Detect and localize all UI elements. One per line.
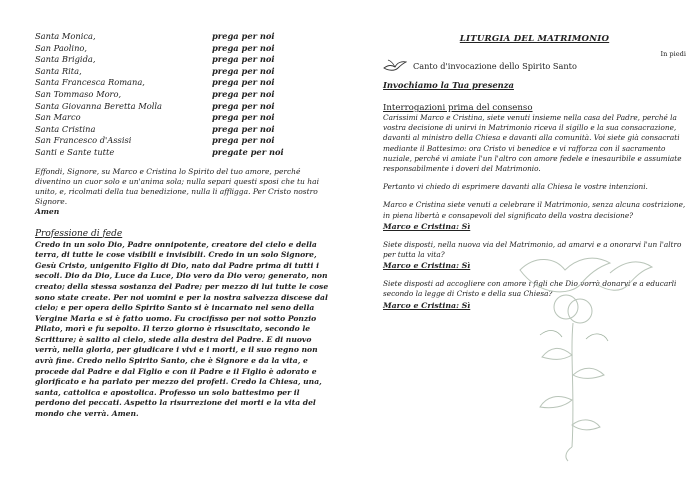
doves-rings-ornament <box>480 215 670 465</box>
litany-invocation: Santi e Sante tutte <box>35 146 115 157</box>
answer-3: Marco e Cristina: Sì <box>383 300 471 310</box>
litany-response: prega per noi <box>212 88 275 99</box>
canto-line <box>383 59 686 73</box>
answer-2: Marco e Cristina: Sì <box>383 261 471 271</box>
litany-row <box>35 43 330 55</box>
litany-invocation: San Francesco d'Assisi <box>35 135 132 146</box>
litany-row <box>35 54 330 66</box>
litany-response: prega per noi <box>212 65 275 76</box>
credo-text: Credo in un solo Dio, Padre onnipotente, creatore del cielo e della terra, di tutte le cose visibili e invisibili. Credo in un solo Signore, Gesù Cristo, unigenito Figlio di Dio, nato dal Padre prima di tutti i secoli. Dio da Dio, Luce da Luce, Dio vero da Dio vero; generato, non creato; della stessa sostanza del Padre; per mezzo di lui tutte le cose sono state create. Per noi uomini e per la nostra salvezza discese dal cielo; e per opera dello Spirito Santo si è incarnato nel seno della Vergine Maria e si è fatto uomo. Fu crocifisso per noi sotto Ponzio Pilato, morì e fu sepolto. Il terzo giorno è risuscitato, secondo le Scritture; è salito al cielo, siede alla destra del Padre. E di nuovo verrà, nella gloria, per giudicare i vivi e i morti, e il suo regno non avrà fine. Credo nello Spirito Santo, che è Signore e da la vita, e procede dal Padre e dal Figlio e con il Padre e il Figlio è adorato e glorificato e ha parlato per mezzo dei profeti. Credo la Chiesa, una, santa, cattolica e apostolica. Professo un solo battesimo per il perdono dei peccati. Aspetto la risurrezione dei morti e la vita del mondo che verrà. Amen. <box>35 239 329 419</box>
litany-response: prega per noi <box>212 135 275 146</box>
litany-row <box>35 101 330 113</box>
canto-label: Canto d'invocazione dello Spirito Santo <box>413 61 577 71</box>
litany-response: prega per noi <box>212 42 275 53</box>
answer-1: Marco e Cristina: Sì <box>383 221 471 231</box>
litany-row <box>35 135 330 147</box>
section-title: Interrogazioni prima del consenso <box>383 103 533 113</box>
litany-invocation: Santa Rita, <box>35 65 82 76</box>
litany-invocation: Santa Brigida, <box>35 54 96 65</box>
question-1: Marco e Cristina siete venuti a celebrare il Matrimonio, senza alcuna costrizione, in piena libertà e consapevoli del significato della vostra decisione? <box>383 200 686 220</box>
litany-invocation: Santa Giovanna Beretta Molla <box>35 100 162 111</box>
litany-response: prega per noi <box>212 54 275 65</box>
litany-row <box>35 124 330 136</box>
litany-response: prega per noi <box>212 31 275 41</box>
litany-invocation: Santa Francesca Romana, <box>35 77 145 88</box>
litany-row <box>35 89 330 101</box>
litany-response: prega per noi <box>212 77 275 88</box>
question-3: Siete disposti ad accogliere con amore i figli che Dio vorrà donarvi e a educarli secondo la legge di Cristo e della sua Chiesa? <box>383 279 677 299</box>
litany-response: pregate per noi <box>212 146 284 157</box>
litany-row <box>35 112 330 124</box>
litany-row <box>35 31 330 43</box>
litany <box>35 31 330 159</box>
amen: Amen <box>35 206 60 216</box>
invocation-title: Invochiamo la Tua presenza <box>383 80 514 90</box>
litany-invocation: Santa Monica, <box>35 31 96 41</box>
litany-response: prega per noi <box>212 100 275 111</box>
closing-prayer: Effondi, Signore, su Marco e Cristina lo Spirito del tuo amore, perché diventino un cuor solo e un'anima sola; nulla separi questi sposi che tu hai unito, e, ricolmati della tua benedizione, nulla li affligga. Per Cristo nostro Signore. <box>35 166 319 206</box>
litany-response: prega per noi <box>212 123 275 134</box>
page-title: LITURGIA DEL MATRIMONIO <box>459 34 610 44</box>
litany-invocation: San Paolino, <box>35 42 88 53</box>
dove-icon <box>383 59 407 73</box>
litany-response: prega per noi <box>212 112 275 123</box>
litany-invocation: San Marco <box>35 112 81 123</box>
rubric-standing: In piedi <box>660 50 686 58</box>
credo-title: Professione di fede <box>35 228 123 239</box>
intro-paragraph: Carissimi Marco e Cristina, siete venuti insieme nella casa del Padre, perché la vostra decisione di unirvi in Matrimonio riceva il sigillo e la sua consacrazione, davanti al ministro della Chiesa e davanti alla comunità. Voi siete già consacrati mediante il Battesimo: ora Cristo vi benedice e vi rafforza con il sacramento nuziale, perché vi amiate l'un l'altro con amore fedele e inesauribile e assumiate responsabilmente i doveri del Matrimonio. <box>383 113 682 174</box>
litany-invocation: San Tommaso Moro, <box>35 88 122 99</box>
request-paragraph: Pertanto vi chiedo di esprimere davanti alla Chiesa le vostre intenzioni. <box>383 182 648 192</box>
litany-row <box>35 147 330 159</box>
question-2: Siete disposti, nella nuova via del Matrimonio, ad amarvi e a onorarvi l'un l'altro per tutta la vita? <box>383 239 682 260</box>
litany-row <box>35 77 330 89</box>
litany-row <box>35 66 330 78</box>
litany-invocation: Santa Cristina <box>35 123 96 134</box>
